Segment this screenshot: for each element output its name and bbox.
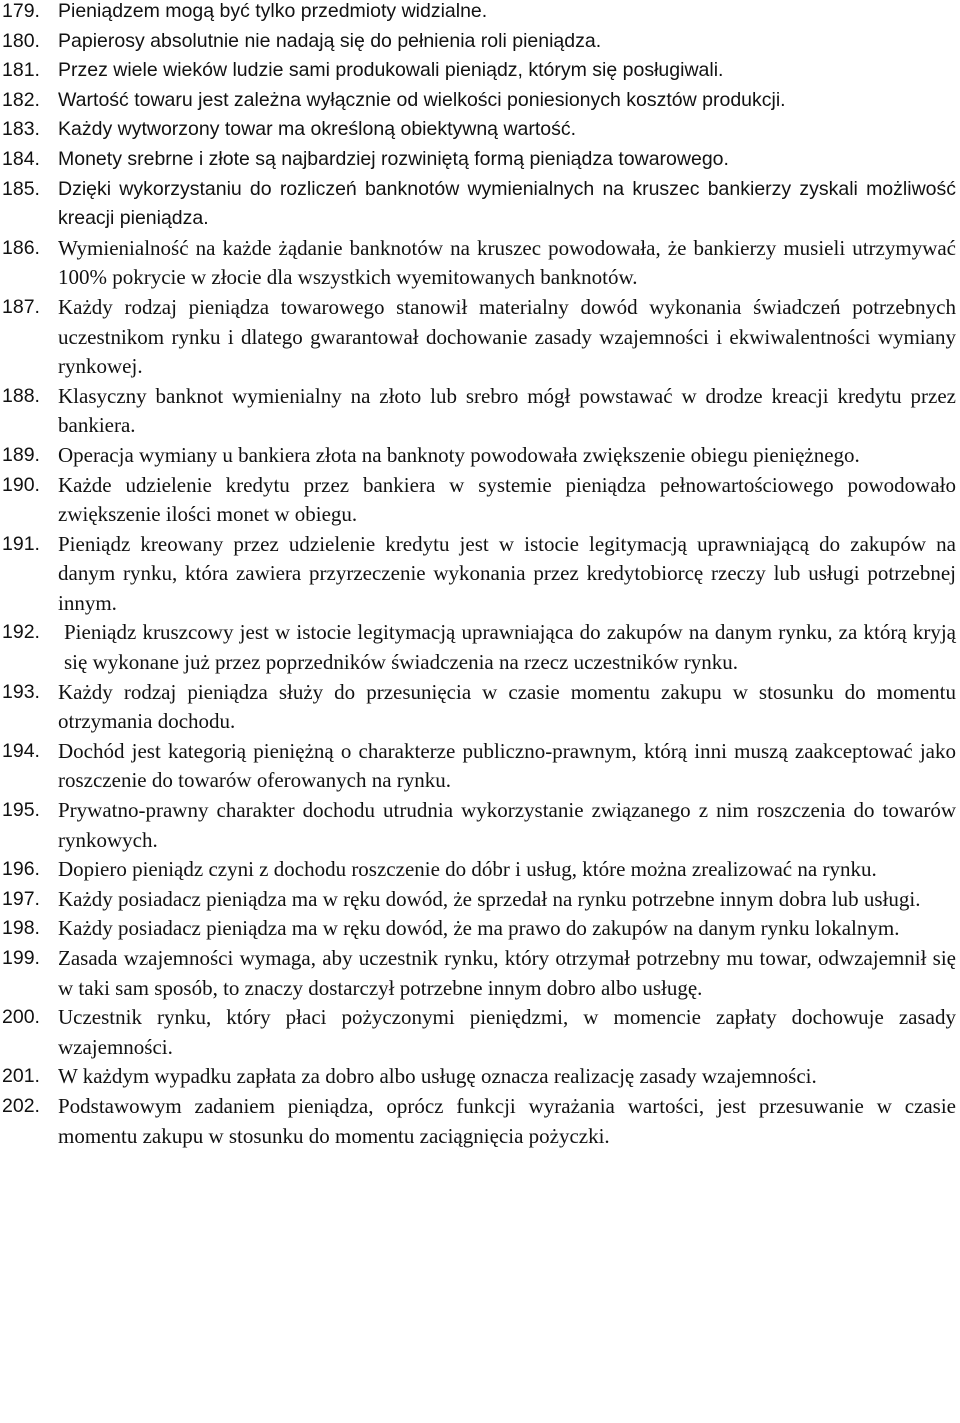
list-item <box>2 27 956 57</box>
item-text: Zasada wzajemności wymaga, aby uczestnik rynku, który otrzymał potrzebny mu towar, odwzajemnił się w taki sam sposób, to znaczy dostarczył potrzebne innym dobro albo usługę. <box>58 946 956 1000</box>
item-number: 183. <box>2 118 40 141</box>
item-text: W każdym wypadku zapłata za dobro albo usługę oznacza realizację zasady wzajemności. <box>58 1064 817 1089</box>
item-text: Każdy rodzaj pieniądza towarowego stanowił materialny dowód wykonania świadczeń potrzebnych uczestnikom rynku i dlatego gwarantował dochowanie zasady wzajemności i ekwiwalentności wymiany rynkowej. <box>58 294 956 379</box>
list-item <box>2 1092 956 1151</box>
item-number: 185. <box>2 177 40 200</box>
item-number: 184. <box>2 147 40 170</box>
item-number: 196. <box>2 858 40 881</box>
item-text: Pieniądz kruszcowy jest w istocie legitymacją uprawniająca do zakupów na danym rynku, za którą kryją się wykonane już przez poprzedników świadczenia na rzecz uczestników rynku. <box>64 620 956 675</box>
document-page <box>2 0 956 1151</box>
item-number: 179. <box>2 0 40 22</box>
item-number: 191. <box>2 532 40 555</box>
item-number: 193. <box>2 680 40 703</box>
item-number: 202. <box>2 1094 40 1117</box>
list-item <box>2 855 956 885</box>
list-item <box>2 618 956 677</box>
item-number: 187. <box>2 295 40 318</box>
item-text: Każdy wytworzony towar ma określoną obiektywną wartość. <box>58 118 577 141</box>
item-text: Dochód jest kategorią pieniężną o charakterze publiczno-prawnym, którą inni muszą zaakceptować jako roszczenie do towarów oferowanych na rynku. <box>58 738 956 793</box>
item-number: 182. <box>2 88 40 111</box>
list-item <box>2 56 956 86</box>
list-item <box>2 1062 956 1092</box>
item-text: Dzięki wykorzystaniu do rozliczeń banknotów wymienialnych na kruszec bankierzy zyskali możliwość kreacji pieniądza. <box>58 177 956 230</box>
item-text: Wymienialność na każde żądanie banknotów na kruszec powodowała, że bankierzy musieli utrzymywać 100% pokrycie w złocie dla wszystkich wyemitowanych banknotów. <box>58 235 956 290</box>
list-item <box>2 145 956 175</box>
list-item <box>2 1003 956 1062</box>
item-number: 198. <box>2 917 40 940</box>
list-item <box>2 0 956 27</box>
item-number: 180. <box>2 29 40 52</box>
item-text: Pieniądz kreowany przez udzielenie kredytu jest w istocie legitymacją uprawniającą do zakupów na danym rynku, która zawiera przyrzeczenie wykonania przez kredytobiorcę rzeczy lub usługi potrzebnej innym. <box>58 531 956 615</box>
item-number: 192. <box>2 621 40 644</box>
list-item <box>2 382 956 441</box>
list-item <box>2 234 956 293</box>
list-item <box>2 115 956 145</box>
item-text: Uczestnik rynku, który płaci pożyczonymi pieniędzmi, w momencie zapłaty dochowuje zasady wzajemności. <box>58 1005 956 1059</box>
item-text: Każde udzielenie kredytu przez bankiera w systemie pieniądza pełnowartościowego powodowało zwiększenie ilości monet w obiegu. <box>58 472 956 527</box>
list-item <box>2 678 956 737</box>
item-number: 181. <box>2 59 40 82</box>
list-item <box>2 175 956 234</box>
item-text: Klasyczny banknot wymienialny na złoto lub srebro mógł powstawać w drodze kreacji kredytu przez bankiera. <box>58 383 956 438</box>
item-number: 200. <box>2 1006 40 1029</box>
item-text: Podstawowym zadaniem pieniądza, oprócz funkcji wyrażania wartości, jest przesuwanie w czasie momentu zakupu w stosunku do momentu zaciągnięcia pożyczki. <box>58 1093 956 1148</box>
list-item <box>2 914 956 944</box>
list-item <box>2 441 956 471</box>
item-text: Każdy posiadacz pieniądza ma w ręku dowód, że ma prawo do zakupów na danym rynku lokalnym. <box>58 916 900 941</box>
item-number: 189. <box>2 443 40 466</box>
list-item <box>2 737 956 796</box>
item-number: 190. <box>2 473 40 496</box>
list-item <box>2 530 956 619</box>
item-text: Wartość towaru jest zależna wyłącznie od wielkości poniesionych kosztów produkcji. <box>58 88 786 111</box>
list-item <box>2 944 956 1003</box>
item-number: 186. <box>2 236 40 259</box>
item-number: 195. <box>2 799 40 822</box>
item-number: 199. <box>2 947 40 969</box>
item-text: Dopiero pieniądz czyni z dochodu roszczenie do dóbr i usług, które można zrealizować na rynku. <box>58 857 877 882</box>
list-item <box>2 796 956 855</box>
item-text: Monety srebrne i złote są najbardziej rozwiniętą formą pieniądza towarowego. <box>58 147 729 170</box>
item-number: 194. <box>2 739 40 762</box>
list-item <box>2 885 956 915</box>
item-text: Przez wiele wieków ludzie sami produkowali pieniądz, którym się posługiwali. <box>58 59 724 82</box>
item-text: Każdy rodzaj pieniądza służy do przesunięcia w czasie momentu zakupu w stosunku do momentu otrzymania dochodu. <box>58 679 956 734</box>
list-item <box>2 86 956 116</box>
item-text: Operacja wymiany u bankiera złota na banknoty powodowała zwiększenie obiegu pieniężnego. <box>58 442 860 467</box>
list-item <box>2 471 956 530</box>
item-text: Pieniądzem mogą być tylko przedmioty widzialne. <box>58 0 488 22</box>
item-number: 188. <box>2 384 40 407</box>
item-text: Każdy posiadacz pieniądza ma w ręku dowód, że sprzedał na rynku potrzebne innym dobra lub usługi. <box>58 886 921 911</box>
list-item <box>2 293 956 382</box>
item-number: 197. <box>2 887 40 910</box>
item-text: Papierosy absolutnie nie nadają się do pełnienia roli pieniądza. <box>58 29 602 52</box>
item-text: Prywatno-prawny charakter dochodu utrudnia wykorzystanie związanego z nim roszczenia do towarów rynkowych. <box>58 798 956 852</box>
item-number: 201. <box>2 1065 40 1088</box>
